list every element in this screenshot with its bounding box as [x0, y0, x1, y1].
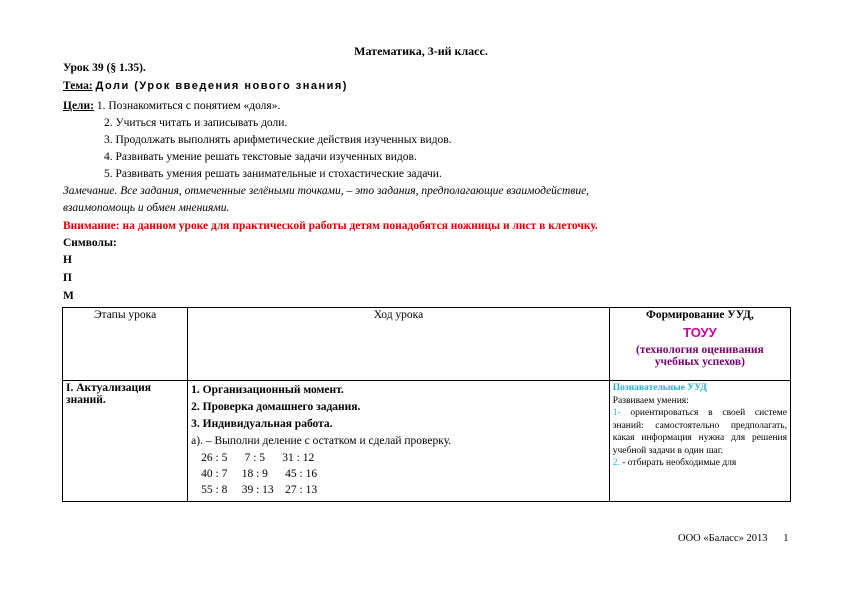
division-row: 55 : 8 39 : 13 27 : 13 — [201, 484, 318, 496]
uud-item — [613, 457, 787, 470]
step-item: 3. Индивидуальная работа. — [191, 418, 333, 430]
table-header-row — [63, 308, 791, 381]
header-stages: Этапы урока — [63, 308, 188, 381]
uud-item-number: 1- — [612, 408, 621, 418]
step-item: 2. Проверка домашнего задания. — [191, 401, 361, 413]
uud-title: Формирование УУД, — [645, 309, 754, 321]
goals-line-1 — [63, 100, 280, 112]
uud-intro: Развиваем умения: — [612, 395, 689, 406]
theme-text: Доли (Урок введения нового знания) — [95, 80, 348, 92]
goal-item: 2. Учиться читать и записывать доли. — [104, 117, 288, 129]
stage-cell: I. Актуализация знаний. — [63, 381, 188, 502]
goal-item: 4. Развивать умение решать текстовые задачи изученных видов. — [104, 151, 417, 163]
remark-line-1: Замечание. Все задания, отмеченные зелёными точками, – это задания, предполагающие взаимодействие, — [63, 185, 590, 197]
theme-line — [63, 80, 348, 92]
symbol-item: П — [63, 272, 72, 284]
header-course: Ход урока — [188, 308, 610, 381]
uud-cell — [609, 381, 790, 502]
lesson-number: Урок 39 (§ 1.35). — [63, 62, 146, 74]
task-text: а). – Выполни деление с остатком и сделай проверку. — [191, 435, 452, 447]
uud-item — [613, 407, 787, 457]
uud-item-number: 2. — [612, 458, 620, 468]
uud-item-text: - отбирать необходимые для — [619, 458, 737, 468]
header-uud — [609, 308, 790, 381]
division-row: 40 : 7 18 : 9 45 : 16 — [201, 468, 318, 480]
document-title: Математика, 3-ий класс. — [354, 44, 488, 58]
attention-note: Внимание: на данном уроке для практической работы детям понадобятся ножницы и лист в клеточку. — [63, 220, 598, 232]
table-row — [63, 381, 791, 502]
theme-label: Тема: — [63, 80, 93, 92]
symbols-label: Символы: — [63, 237, 117, 249]
uud-item-text: ориентироваться в своей системе знаний: самостоятельно предполагать, какая информация нужна для решения учебной задачи в один шаг. — [612, 408, 787, 456]
step-item: 1. Организационный момент. — [191, 384, 344, 396]
goals-label: Цели: — [63, 100, 94, 112]
toyy-label: ТОУУ — [683, 325, 717, 340]
course-cell — [188, 381, 610, 502]
goal-item: 5. Развивать умения решать занимательные и стохастические задачи. — [104, 168, 442, 180]
page-footer: ООО «Баласс» 2013 1 — [678, 533, 789, 544]
symbol-item: Н — [63, 254, 72, 266]
goal-item: 1. Познакомиться с понятием «доля». — [96, 100, 281, 112]
remark-line-2: взаимопомощь и обмен мнениями. — [63, 202, 230, 214]
uud-head: Познавательные УУД — [612, 383, 707, 393]
goal-item: 3. Продолжать выполнять арифметические действия изученных видов. — [104, 134, 452, 146]
division-row: 26 : 5 7 : 5 31 : 12 — [201, 452, 315, 464]
symbol-item: М — [63, 290, 74, 302]
lesson-table — [62, 307, 791, 502]
tech-label: (технология оценивания учебных успехов) — [636, 344, 764, 368]
